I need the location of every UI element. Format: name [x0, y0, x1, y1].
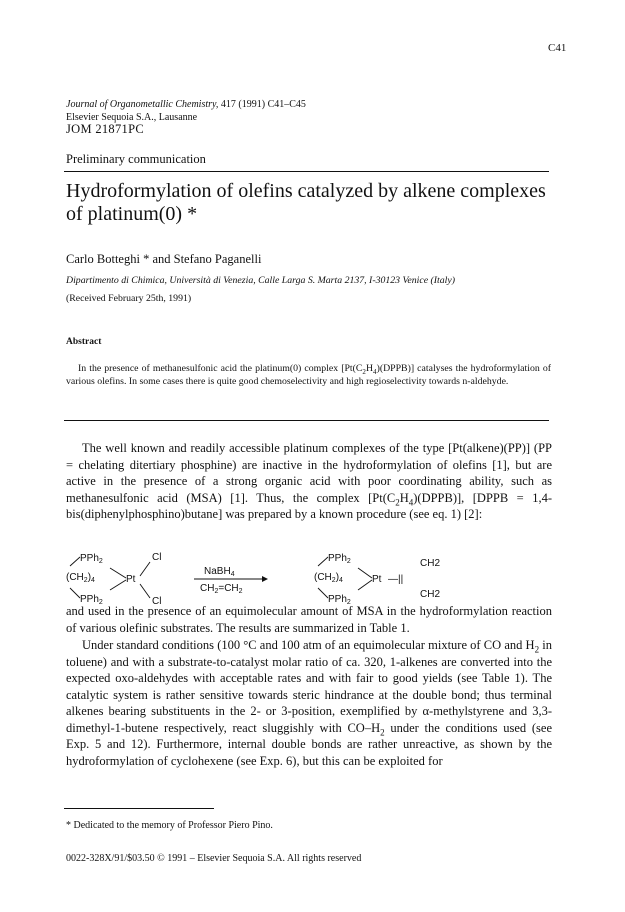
- abstract-divider: [64, 420, 549, 421]
- product-ch24: $(CH_2)_4$: [314, 572, 343, 584]
- section-divider: [64, 171, 549, 172]
- abstract-part: )(DPPB)] catalyses the hydroformylation of various olefins. In some cases there is quite good chemoselectivity and high regioselectivity towards n-aldehyde.: [66, 363, 551, 387]
- product-pt-atom: Pt: [372, 574, 382, 585]
- para-sub: 4: [408, 497, 414, 507]
- reagent-ethylene: $CH_2=CH_2$: [200, 583, 243, 595]
- para-text: in toluene) and with a substrate-to-catalyst molar ratio of ca. 320, 1-alkenes are converted into the expected oxo-aldehydes with acceptable rates and with fair to good yields (see Table 1). The catalytic system is rather sensitive towards steric hindrance at the double bond; thus terminal alkenes bearing substituents in the 2- or 3-position, exemplified by α-methylstyrene and 3,3-dimethyl-1-butene respectively, react sluggishly with CO–H: [66, 638, 552, 735]
- reagent-nabh4: NaBH$_4$: [204, 566, 235, 578]
- body-paragraph-2: and used in the presence of an equimolecular amount of MSA in the hydroformylation reaction of various olefinic substrates. The results are summarized in Table 1.: [66, 604, 552, 635]
- cl-top-label: Cl: [152, 552, 162, 563]
- abstract-text: [66, 362, 551, 388]
- body-paragraph-1: [66, 440, 552, 523]
- footnote: * Dedicated to the memory of Professor Piero Pino.: [66, 820, 273, 831]
- para-text: )(DPPB)], [DPPB = 1,4-bis(diphenylphosphino)butane] was prepared by a known procedure (see eq. 1) [2]:: [66, 490, 553, 521]
- abstract-sub: 4: [373, 367, 377, 376]
- ch24-label: $(CH_2)_4$: [66, 572, 95, 584]
- para-sub: 2: [380, 727, 385, 737]
- abstract-sub: 2: [362, 367, 366, 376]
- journal-header: [66, 98, 306, 124]
- title-line-2: of platinum(0) *: [66, 203, 198, 225]
- pph2-top-label: PPh$_2$: [80, 553, 103, 565]
- para-text: The well known and readily accessible platinum complexes of the type [Pt(alkene)(PP)] (PP = chelating ditertiary phosphine) are inactive in the hydroformylation of olefins [1], but are active in the presence of a strong organic acid with poor coordinating ability, such as methanesulfonic acid (MSA) [1]. Thus, the complex [Pt(C: [66, 441, 552, 505]
- para-sub: 2: [395, 497, 400, 507]
- copyright-line: 0022-328X/91/$03.50 © 1991 – Elsevier Sequoia S.A. All rights reserved: [66, 853, 362, 864]
- para-text: Under standard conditions (100 °C and 100 atm of an equimolecular mixture of CO and H: [82, 638, 535, 652]
- publisher: Elsevier Sequoia S.A., Lausanne: [66, 112, 198, 123]
- paper-title: [66, 180, 556, 226]
- body-paragraph-3: [66, 637, 552, 769]
- product-pph2-bottom: PPh$_2$: [328, 594, 351, 606]
- received-date: (Received February 25th, 1991): [66, 293, 192, 304]
- title-line-1: Hydroformylation of olefins catalyzed by alkene complexes: [66, 180, 546, 202]
- affiliation: Dipartimento di Chimica, Università di Venezia, Calle Larga S. Marta 2137, I-30123 Venice (Italy): [66, 275, 456, 286]
- pi-bond: —||: [388, 574, 404, 585]
- jom-id: JOM 21871PC: [66, 122, 144, 136]
- authors: Carlo Botteghi * and Stefano Paganelli: [66, 252, 262, 266]
- para-text: under the conditions used (see Exp. 5 and 12). Furthermore, internal double bonds are rather unreactive, as shown by the hydroformylation of cyclohexene (see Exp. 6), but this can be exploited for: [66, 720, 552, 768]
- abstract-part: H: [365, 363, 374, 374]
- page-number: C41: [548, 42, 567, 54]
- ch2-bottom: CH2: [420, 589, 441, 600]
- footnote-divider: [64, 808, 214, 809]
- pt-atom: Pt: [126, 574, 136, 585]
- para-sub: 2: [534, 644, 540, 655]
- cl-bottom-label: Cl: [152, 596, 162, 606]
- reaction-scheme: [66, 552, 566, 606]
- section-label: Preliminary communication: [66, 152, 206, 166]
- abstract-part: In the presence of methanesulfonic acid the platinum(0) complex [Pt(C: [78, 363, 363, 374]
- product-pph2-top: PPh$_2$: [328, 553, 351, 565]
- abstract-heading: Abstract: [66, 337, 102, 347]
- para-text: H: [399, 490, 409, 505]
- ch2-top: CH2: [420, 558, 441, 569]
- journal-volume: 417 (1991) C41–C45: [218, 99, 306, 110]
- pph2-bottom-label: PPh$_2$: [80, 594, 103, 606]
- journal-name: Journal of Organometallic Chemistry,: [66, 99, 219, 110]
